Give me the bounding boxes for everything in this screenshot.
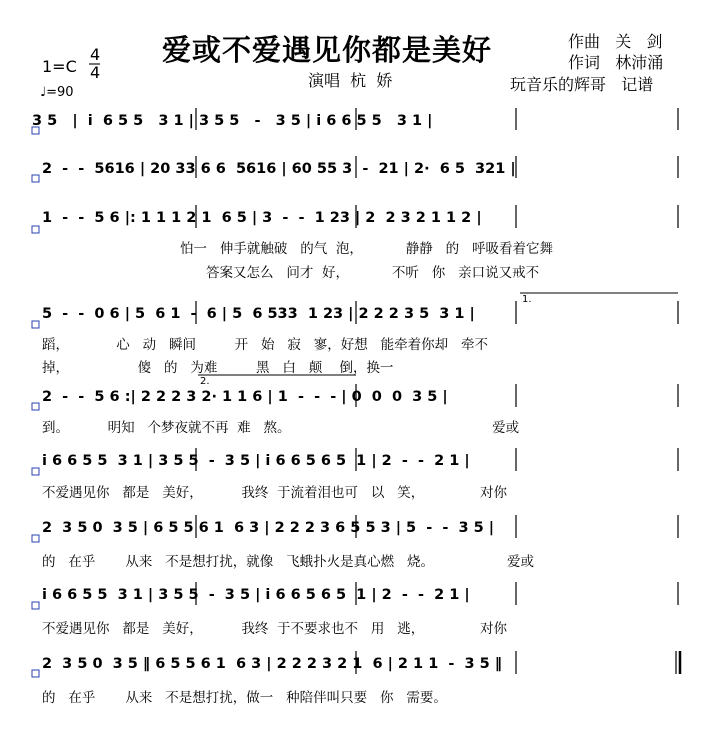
row-1-notes: 3 5 | i 6 5 5 3 1 | 3 5 5 - 3 5 | i 6 6 5 5 3 1 | [32, 113, 433, 129]
row-5-lyrics: 到。 明知 个梦夜就不再 难 熬。 爱或 [42, 420, 520, 436]
row-9-notes: 2 3 5 0 3 5 ‖ 6 5 5 6 1 6 3 | 2 2 2 3 2 1 6 | 2 1 1 - 3 5 ‖ [42, 656, 503, 672]
key-signature: 1=C [42, 57, 77, 76]
tempo-mark: ♩=90 [40, 85, 74, 100]
row-marker [32, 670, 39, 677]
row-9-lyrics: 的 在乎 从来 不是想打扰，做一 种陪伴叫只要 你 需要。 [42, 690, 447, 706]
row-4-notes: 5 - - 0 6 | 5 6 1 - 6 | 5 6 533 1 23 | 2 2 2 3 5 3 1 | [42, 306, 475, 322]
row-marker [32, 468, 39, 475]
score-row-1 [32, 108, 678, 134]
score-row-4 [32, 293, 678, 376]
score-row-3 [32, 205, 678, 281]
row-4-lyrics-verse2: 掉， 傻 的 为难 黑 白 颠 倒，换一 [42, 360, 394, 376]
row-8-lyrics: 不爱遇见你 都是 美好， 我终 于不要求也不 用 逃， 对你 [42, 621, 507, 637]
row-5-notes: 2 - - 5 6 :| 2 2 2 3 2· 1 1 6 | 1 - - - | 0 0 0 3 5 | [42, 389, 448, 405]
score-row-2 [32, 156, 678, 182]
composer-credit: 作曲 关 剑 [568, 32, 663, 51]
lyricist-credit: 作词 林沛涌 [568, 53, 664, 72]
row-6-lyrics: 不爱遇见你 都是 美好， 我终 于流着泪也可 以 笑， 对你 [42, 485, 507, 501]
row-6-notes: i 6 6 5 5 3 1 | 3 5 5 - 3 5 | i 6 6 5 6 5 1 | 2 - - 2 1 | [42, 453, 470, 469]
row-marker [32, 602, 39, 609]
score-row-8 [32, 582, 678, 637]
row-marker [32, 403, 39, 410]
singer-credit: 演唱 杭 娇 [308, 71, 393, 90]
row-8-notes: i 6 6 5 5 3 1 | 3 5 5 - 3 5 | i 6 6 5 6 5 1 | 2 - - 2 1 | [42, 587, 470, 603]
row-7-notes: 2 3 5 0 3 5 | 6 5 5 6 1 6 3 | 2 2 2 3 6 5 5 3 | 5 - - 3 5 | [42, 520, 495, 536]
score-row-9 [32, 651, 680, 706]
row-3-lyrics-verse1: 怕一 伸手就触破 的气 泡， 静静 的 呼吸看着它舞 [180, 241, 553, 257]
row-marker [32, 321, 39, 328]
time-signature-num: 4 [90, 45, 101, 64]
score-row-6 [32, 448, 678, 501]
row-2-notes: 2 - - 5616 | 20 33 6 6 5616 | 60 55 3 - 21 | 2· 6 5 321 | [42, 161, 516, 177]
row-marker [32, 535, 39, 542]
time-signature-den: 4 [90, 63, 101, 82]
row-7-lyrics: 的 在乎 从来 不是想打扰，就像 飞蛾扑火是真心燃 烧。 爱或 [42, 554, 534, 570]
first-ending-mark: 1. [522, 294, 532, 305]
row-4-lyrics-verse1: 蹈， 心 动 瞬间 开 始 寂 寥，好想 能牵着你却 牵不 [42, 337, 488, 353]
row-marker [32, 175, 39, 182]
row-3-notes: 1 - - 5 6 |: 1 1 1 2 1 6 5 | 3 - - 1 23 | 2 2 3 2 1 1 2 | [42, 210, 482, 226]
row-3-lyrics-verse2: 答案又怎么 问才 好， 不听 你 亲口说又戒不 [206, 265, 540, 281]
row-marker [32, 226, 39, 233]
second-ending-mark: 2. [200, 376, 210, 387]
transcriber-credit: 玩音乐的辉哥 记谱 [510, 75, 654, 94]
song-title: 爱或不爱遇见你都是美好 [162, 33, 493, 67]
score-row-7 [32, 515, 678, 570]
score-row-5 [32, 375, 678, 436]
